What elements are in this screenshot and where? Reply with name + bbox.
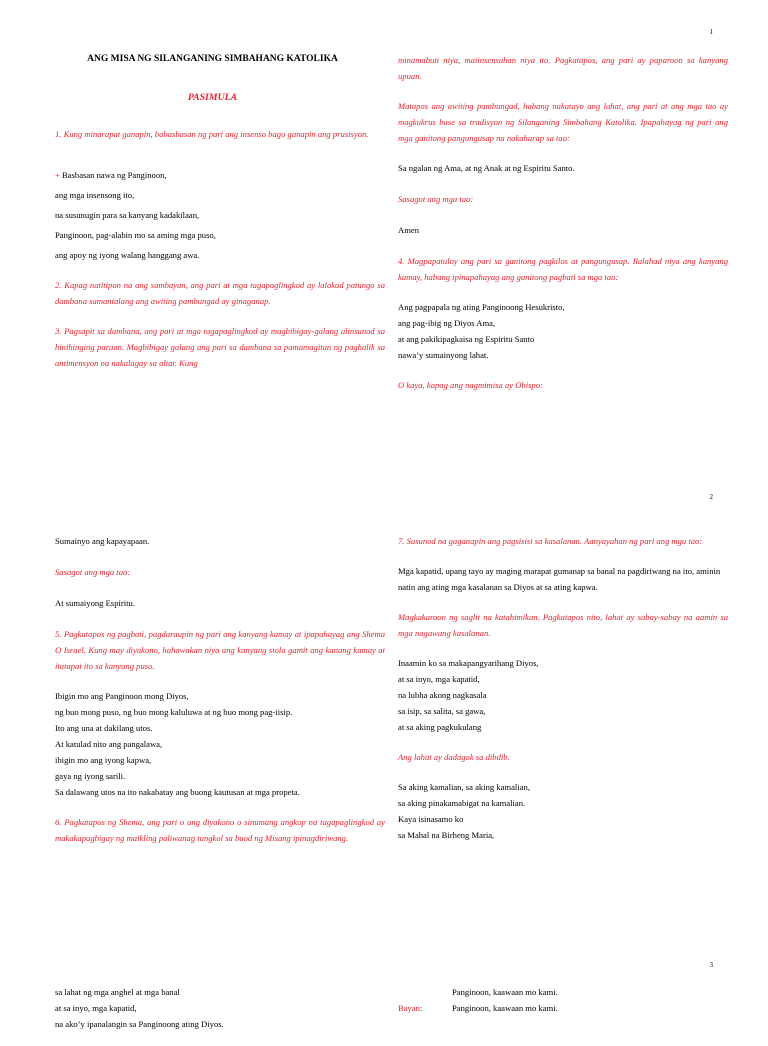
rubric: 2. Kapag natitipon na ang sambayan, ang pari at mga tagapaglingkod ay lalakad patungo sa dambana samantalang ang awiting pambungad ay ginaganap.: [55, 279, 385, 306]
rubric: Sasagot ang mga tao:: [55, 567, 131, 577]
right-column: [398, 52, 728, 407]
prayer-shema: [55, 688, 385, 800]
prayer-confiteor-end: [55, 984, 385, 1032]
right-column: [398, 533, 728, 857]
prayer-line: Ibigin mo ang Panginoon mong Diyos,: [55, 691, 189, 701]
kyrie-response: Bayan: Panginoon, kaawaan mo kami.: [398, 1000, 728, 1016]
prayer-line: na susunugin para sa kanyang kadakilaan,: [55, 209, 200, 220]
section-heading: PASIMULA: [187, 92, 238, 103]
rubric: 7. Susunod na gaganapin ang pagsisisi sa kasalanan. Aanyayahan ng pari ang mga tao:: [398, 536, 703, 546]
rubric: 4. Magpapatuloy ang pari sa ganitong pagkilos at pangungusap. Ilalahad niya ang kanyang kamay, habang ipinapahayag ang ganitong pagbati sa mga tao:: [398, 256, 728, 282]
left-column: [55, 984, 385, 1046]
left-column: [55, 128, 385, 385]
response: At sumaiyong Espiritu.: [55, 598, 135, 608]
rubric: 6. Pagkatapos ng Shema, ang pari o ang diyakono o sinumang angkop na tagapaglingkod ay makakapagbigay ng maikling paliwanag tungkol sa buod ng Misang ipinagdiriwang.: [55, 817, 385, 843]
prayer-line: at ang pakikipagkaisa ng Espiritu Santo: [398, 334, 535, 344]
speaker-label: Bayan:: [398, 1003, 423, 1013]
prayer-line: + Basbasan nawa ng Panginoon,: [55, 169, 167, 180]
left-column: [55, 533, 385, 860]
prayer-line: Inaamin ko sa makapangyarihang Diyos,: [398, 658, 539, 668]
prayer-line: ibigin mo ang iyong kapwa,: [55, 755, 152, 765]
invocation: Sa ngalan ng Ama, at ng Anak at ng Espiritu Santo.: [398, 163, 575, 173]
page-title: ANG MISA NG SILANGANING SIMBAHANG KATOLIKA: [87, 54, 338, 64]
rubric: Ang lahat ay dadagok sa dibdib.: [398, 752, 510, 762]
prayer-line: gaya ng iyong sarili.: [55, 771, 126, 781]
exhortation: Mga kapatid, upang tayo ay maging marapat gumanap sa banal na pagdiriwang na ito, aminin natin ang ating mga kasalanan sa Diyos at sa ating kapwa.: [398, 566, 721, 592]
rubric: minamabuti niya, maiinsensuhan niya ito. Pagkatapos, ang pari ay paparoon sa kanyang upuan.: [398, 55, 728, 81]
prayer-line: At katulad nito ang pangalawa,: [55, 739, 163, 749]
rubric: Sasagot ang mga tao:: [398, 194, 474, 204]
rubric: Matapos ang awiting pambungad, habang nakatayo ang lahat, ang pari at ang mga tao ay magkukrus base sa tradisyon ng Silanganing Simbahang Katolika. Ipapahayag ng pari ang mga ganitong pangungusap na nakaharap sa tao:: [398, 101, 728, 143]
prayer-line: ng buo mong puso, ng buo mong kaluluwa at ng buo mong pag-iisip.: [55, 707, 293, 717]
kyrie-line: Panginoon, kaawaan mo kami.: [452, 987, 558, 997]
prayer-line: Sa dalawang utos na ito nakabatay ang buong kautusan at mga propeta.: [55, 787, 300, 797]
prayer-blessing: [55, 165, 385, 265]
prayer-line: nawa’y sumainyong lahat.: [398, 350, 489, 360]
prayer-line: ang mga insensong ito,: [55, 189, 135, 200]
prayer-line: Sa aking kamalian, sa aking kamalian,: [398, 782, 530, 792]
page-3: [0, 956, 768, 1029]
prayer-line: Panginoon, pag-alabin mo sa aming mga puso,: [55, 229, 216, 240]
prayer-confiteor: [398, 655, 728, 735]
prayer-line: at sa inyo, mga kapatid,: [398, 674, 480, 684]
prayer-line: Ang pagpapala ng ating Panginoong Hesukristo,: [398, 302, 565, 312]
page-2: [0, 486, 768, 956]
prayer-line: sa aking pinakamabigat na kamalian.: [398, 798, 526, 808]
cross-marker: +: [55, 169, 60, 180]
prayer-line: ang pag-ibig ng Diyos Ama,: [398, 318, 496, 328]
prayer-line: sa Mahal na Birheng Maria,: [398, 830, 495, 840]
prayer-line: at sa aking pagkukulang: [398, 722, 482, 732]
prayer-line: sa isip, sa salita, sa gawa,: [398, 706, 486, 716]
prayer-line: at sa inyo, mga kapatid,: [55, 1003, 137, 1013]
prayer-line: Ito ang una at dakilang utos.: [55, 723, 153, 733]
page-number: 1: [709, 28, 713, 36]
rubric: 3. Pagsapit sa dambana, ang pari at mga tagapaglingkod ay magbibigay-galang alinsunod sa hinihinging paraan. Magbibigay galang ang pari sa dambana sa pamamagitan ng paghalik sa antimensyon na nakalagay sa altar. Kung: [55, 325, 385, 368]
prayer-greeting: [398, 299, 728, 363]
rubric: Magkakaroon ng saglit na katahimikan. Pagkatapos nito, lahat ay sabay-sabay na aamin sa mga nagawang kasalanan.: [398, 612, 728, 638]
response-amen: Amen: [398, 225, 420, 235]
prayer-confiteor-continued: [398, 779, 728, 843]
prayer-line: Kaya isinasamo ko: [398, 814, 464, 824]
rubric: O kaya, kapag ang nagmimisa ay Obispo:: [398, 380, 543, 390]
greeting-peace: Sumainyo ang kapayapaan.: [55, 536, 150, 546]
page-number: 2: [709, 493, 713, 501]
right-column: [398, 984, 728, 1016]
prayer-line: na lubha akong nagkasala: [398, 690, 487, 700]
page-1: [0, 0, 768, 486]
prayer-line: ang apoy ng iyong walang hanggang awa.: [55, 249, 200, 260]
rubric: 1. Kung minarapat ganapin, babasbasan ng pari ang insenso bago ganapin ang prusisyon.: [55, 129, 369, 139]
page-number: 3: [709, 961, 713, 969]
rubric: 5. Pagkatapos ng pagbati, pagdaraupin ng pari ang kanyang kamay at ipapahayag ang Shema O Israel. Kung may diyakono, hahawakan niya ang kanyang stola gamit ang kanang kamay at itatapat ito sa kanyang puso.: [55, 629, 385, 671]
prayer-line: sa lahat ng mga anghel at mga banal: [55, 987, 180, 997]
prayer-line: na ako’y ipanalangin sa Panginoong ating Diyos.: [55, 1019, 224, 1029]
